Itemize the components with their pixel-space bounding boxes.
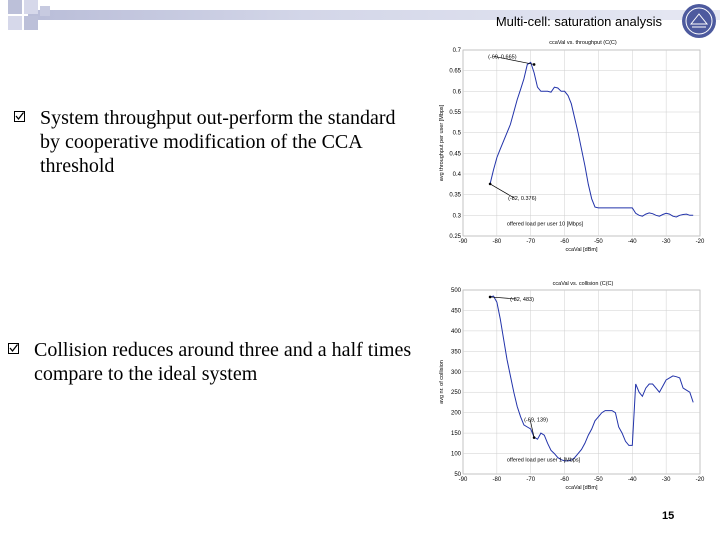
x-tick-label: -80 — [492, 239, 502, 245]
x-tick-label: -70 — [526, 477, 536, 483]
x-tick-label: -50 — [594, 239, 603, 245]
x-tick-label: -30 — [661, 239, 671, 245]
y-tick-label: 500 — [450, 288, 461, 294]
x-axis-label: ccaVal [dBm] — [565, 485, 598, 491]
x-tick-label: -40 — [627, 477, 637, 483]
y-tick-label: 0.6 — [452, 89, 461, 96]
annotation-label: (-82, 0.376) — [508, 195, 537, 202]
x-tick-label: -70 — [526, 239, 536, 245]
annotation-point — [533, 63, 536, 66]
plot-frame — [463, 50, 700, 236]
annotation-label: (-82, 483) — [510, 296, 534, 303]
x-tick-label: -50 — [594, 477, 603, 483]
y-tick-label: 200 — [450, 410, 461, 417]
x-tick-label: -90 — [458, 239, 468, 245]
x-tick-label: -30 — [661, 477, 671, 483]
y-tick-label: 0.7 — [452, 48, 461, 54]
chart-title: ccaVal vs. throughput (C(C) — [549, 40, 617, 46]
y-tick-label: 400 — [450, 328, 461, 335]
bullet-text: System throughput out-perform the standard by cooperative modification of the CCA threshold — [40, 107, 396, 177]
y-tick-label: 0.5 — [452, 130, 461, 137]
y-tick-label: 300 — [450, 369, 461, 376]
y-tick-label: 0.35 — [449, 192, 461, 199]
x-tick-label: -60 — [560, 477, 569, 483]
y-axis-label: avg throughput per user [Mbps] — [439, 104, 445, 182]
x-tick-label: -20 — [695, 477, 705, 483]
chart-title: ccaVal vs. collision (C(C) — [552, 281, 614, 287]
series-line — [490, 62, 693, 217]
page-number: 15 — [662, 510, 675, 522]
x-tick-label: -80 — [492, 477, 502, 483]
y-tick-label: 100 — [450, 451, 461, 458]
x-tick-label: -90 — [458, 477, 468, 483]
y-tick-label: 0.4 — [452, 172, 461, 178]
x-axis-label: ccaVal [dBm] — [565, 247, 598, 253]
series-line — [490, 296, 693, 461]
x-tick-label: -20 — [695, 239, 705, 245]
y-tick-label: 0.65 — [449, 68, 461, 75]
annotation-label: (-69, 0.665) — [488, 54, 517, 61]
annotation-point — [489, 183, 492, 186]
y-axis-label: avg nr. of collision — [439, 360, 445, 404]
x-tick-label: -40 — [627, 239, 637, 245]
y-tick-label: 0.55 — [449, 110, 461, 116]
y-tick-label: 0.3 — [452, 213, 461, 220]
annotation-label: offered load per user 1 [Mbps] — [506, 457, 581, 464]
bullet-text: Collision reduces around three and a half times compare to the ideal system — [34, 339, 412, 385]
y-tick-label: 0.25 — [449, 234, 461, 240]
annotation-point — [533, 436, 536, 439]
y-tick-label: 150 — [450, 431, 461, 438]
annotation-label: (-69, 139) — [524, 417, 548, 424]
y-tick-label: 450 — [450, 308, 461, 315]
x-tick-label: -60 — [560, 239, 569, 245]
annotation-label: offered load per user 10 [Mbps] — [506, 221, 584, 228]
y-tick-label: 0.45 — [449, 151, 461, 158]
annotation-point — [489, 296, 492, 299]
y-tick-label: 250 — [450, 390, 461, 397]
y-tick-label: 50 — [454, 472, 461, 478]
slide-title: Multi-cell: saturation analysis — [495, 14, 662, 29]
y-tick-label: 350 — [450, 349, 461, 356]
